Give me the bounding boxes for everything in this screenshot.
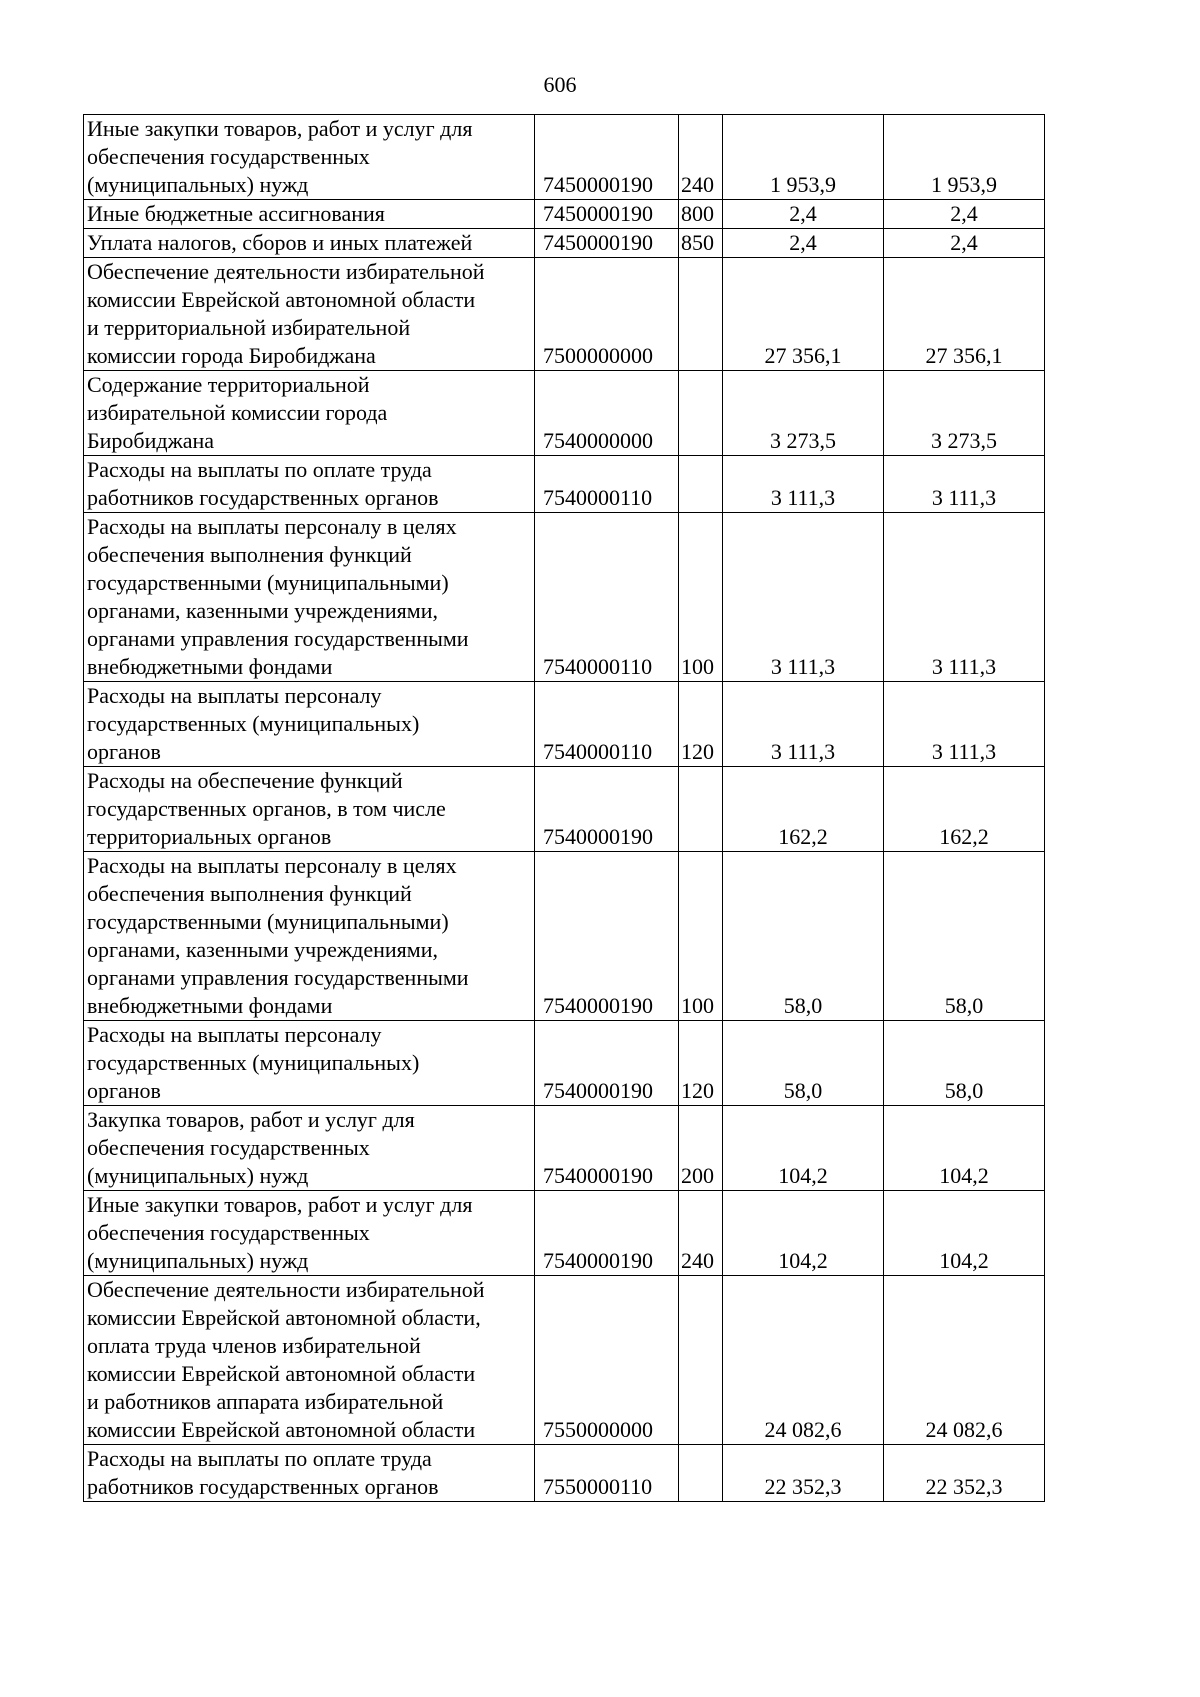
expense-name-line: Расходы на выплаты по оплате труда [87,1446,432,1471]
target-code-cell: 7540000190 [535,767,679,852]
amount-year1-cell: 3 111,3 [723,682,884,767]
expense-name-cell [84,229,535,258]
amount-year2-cell: 24 082,6 [884,1276,1045,1445]
expense-type-cell: 120 [679,1021,723,1106]
amount-year1-cell: 3 111,3 [723,456,884,513]
expense-name-line: Расходы на выплаты персоналу [87,1022,382,1047]
amount-year2-cell: 104,2 [884,1191,1045,1276]
expense-name-line: органами управления государственными [87,626,469,651]
amount-year1-cell: 27 356,1 [723,258,884,371]
expense-type-cell: 850 [679,229,723,258]
expense-name-line: государственных (муниципальных) [87,711,420,736]
expense-type-cell [679,767,723,852]
expense-name-line: Расходы на выплаты персоналу в целях [87,853,457,878]
amount-year1-cell: 24 082,6 [723,1276,884,1445]
target-code-cell: 7540000190 [535,1021,679,1106]
expense-name-line: Иные закупки товаров, работ и услуг для [87,1192,473,1217]
expense-name-cell [84,1021,535,1106]
target-code-cell: 7540000190 [535,1106,679,1191]
table-row [84,258,1045,371]
expense-name-line: комиссии Еврейской автономной области, [87,1305,481,1330]
expense-name-line: Уплата налогов, сборов и иных платежей [87,230,473,255]
expense-name-cell [84,371,535,456]
table-row [84,371,1045,456]
expense-type-cell [679,1276,723,1445]
table-row [84,1106,1045,1191]
expense-name-line: комиссии города Биробиджана [87,343,376,368]
expense-name-line: Закупка товаров, работ и услуг для [87,1107,415,1132]
expense-name-cell [84,1191,535,1276]
amount-year1-cell: 22 352,3 [723,1445,884,1502]
budget-table-body [84,115,1045,1502]
expense-type-cell: 200 [679,1106,723,1191]
expense-name-line: Иные бюджетные ассигнования [87,201,385,226]
target-code-cell: 7450000190 [535,229,679,258]
expense-name-cell [84,513,535,682]
expense-name-line: обеспечения выполнения функций [87,881,412,906]
expense-name-line: Содержание территориальной [87,372,370,397]
expense-name-line: государственными (муниципальными) [87,570,449,595]
expense-name-line: Обеспечение деятельности избирательной [87,1277,485,1302]
amount-year2-cell: 3 111,3 [884,456,1045,513]
expense-name-line: органов [87,739,161,764]
amount-year2-cell: 22 352,3 [884,1445,1045,1502]
expense-name-line: работников государственных органов [87,1474,439,1499]
budget-table [83,114,1045,1502]
expense-name-cell [84,1106,535,1191]
amount-year2-cell: 3 111,3 [884,513,1045,682]
amount-year1-cell: 3 273,5 [723,371,884,456]
expense-type-cell: 100 [679,513,723,682]
expense-name-line: работников государственных органов [87,485,439,510]
expense-type-cell [679,1445,723,1502]
expense-name-line: обеспечения государственных [87,144,370,169]
table-row [84,513,1045,682]
table-row [84,852,1045,1021]
expense-type-cell: 240 [679,1191,723,1276]
expense-name-line: внебюджетными фондами [87,654,333,679]
expense-type-cell: 240 [679,115,723,200]
expense-name-line: комиссии Еврейской автономной области [87,287,476,312]
expense-name-line: комиссии Еврейской автономной области [87,1361,476,1386]
expense-name-line: Иные закупки товаров, работ и услуг для [87,116,473,141]
target-code-cell: 7500000000 [535,258,679,371]
amount-year1-cell: 2,4 [723,200,884,229]
amount-year2-cell: 58,0 [884,1021,1045,1106]
expense-name-cell [84,200,535,229]
table-row [84,1191,1045,1276]
expense-name-line: и территориальной избирательной [87,315,411,340]
amount-year2-cell: 2,4 [884,229,1045,258]
target-code-cell: 7450000190 [535,115,679,200]
amount-year2-cell: 58,0 [884,852,1045,1021]
expense-name-line: государственных (муниципальных) [87,1050,420,1075]
expense-name-line: (муниципальных) нужд [87,172,309,197]
expense-name-cell [84,115,535,200]
expense-name-line: (муниципальных) нужд [87,1163,309,1188]
expense-name-line: обеспечения государственных [87,1135,370,1160]
expense-name-line: органов [87,1078,161,1103]
expense-name-line: государственных органов, в том числе [87,796,446,821]
expense-name-line: внебюджетными фондами [87,993,333,1018]
target-code-cell: 7540000110 [535,456,679,513]
expense-name-line: государственными (муниципальными) [87,909,449,934]
page-number: 606 [543,72,577,97]
expense-name-line: комиссии Еврейской автономной области [87,1417,476,1442]
expense-type-cell [679,371,723,456]
expense-name-line: Расходы на выплаты по оплате труда [87,457,432,482]
amount-year1-cell: 3 111,3 [723,513,884,682]
table-row [84,1445,1045,1502]
expense-type-cell: 100 [679,852,723,1021]
table-row [84,1021,1045,1106]
table-row [84,767,1045,852]
table-row [84,229,1045,258]
expense-name-line: обеспечения выполнения функций [87,542,412,567]
expense-name-cell [84,852,535,1021]
expense-name-line: избирательной комиссии города [87,400,388,425]
expense-name-line: Расходы на выплаты персоналу [87,683,382,708]
amount-year1-cell: 104,2 [723,1106,884,1191]
expense-name-line: органами, казенными учреждениями, [87,937,438,962]
expense-name-line: органами управления государственными [87,965,469,990]
expense-name-cell [84,1445,535,1502]
target-code-cell: 7540000190 [535,852,679,1021]
amount-year2-cell: 27 356,1 [884,258,1045,371]
amount-year2-cell: 3 111,3 [884,682,1045,767]
table-row [84,456,1045,513]
expense-type-cell [679,258,723,371]
expense-type-cell [679,456,723,513]
amount-year2-cell: 2,4 [884,200,1045,229]
target-code-cell: 7450000190 [535,200,679,229]
expense-name-line: территориальных органов [87,824,332,849]
expense-type-cell: 800 [679,200,723,229]
expense-name-line: и работников аппарата избирательной [87,1389,444,1414]
expense-name-line: Расходы на обеспечение функций [87,768,403,793]
table-row [84,1276,1045,1445]
target-code-cell: 7540000190 [535,1191,679,1276]
expense-name-line: органами, казенными учреждениями, [87,598,438,623]
amount-year1-cell: 58,0 [723,852,884,1021]
expense-name-line: Обеспечение деятельности избирательной [87,259,485,284]
expense-name-line: (муниципальных) нужд [87,1248,309,1273]
expense-name-cell [84,682,535,767]
expense-name-line: обеспечения государственных [87,1220,370,1245]
table-row [84,682,1045,767]
target-code-cell: 7550000110 [535,1445,679,1502]
expense-name-cell [84,258,535,371]
amount-year1-cell: 1 953,9 [723,115,884,200]
target-code-cell: 7540000000 [535,371,679,456]
amount-year2-cell: 1 953,9 [884,115,1045,200]
table-row [84,200,1045,229]
expense-name-cell [84,767,535,852]
target-code-cell: 7550000000 [535,1276,679,1445]
expense-name-line: оплата труда членов избирательной [87,1333,421,1358]
amount-year1-cell: 2,4 [723,229,884,258]
table-row [84,115,1045,200]
expense-name-line: Биробиджана [87,428,215,453]
amount-year2-cell: 162,2 [884,767,1045,852]
target-code-cell: 7540000110 [535,682,679,767]
target-code-cell: 7540000110 [535,513,679,682]
amount-year1-cell: 162,2 [723,767,884,852]
expense-name-cell [84,456,535,513]
expense-name-line: Расходы на выплаты персоналу в целях [87,514,457,539]
expense-name-cell [84,1276,535,1445]
amount-year1-cell: 104,2 [723,1191,884,1276]
expense-type-cell: 120 [679,682,723,767]
amount-year2-cell: 104,2 [884,1106,1045,1191]
amount-year1-cell: 58,0 [723,1021,884,1106]
amount-year2-cell: 3 273,5 [884,371,1045,456]
